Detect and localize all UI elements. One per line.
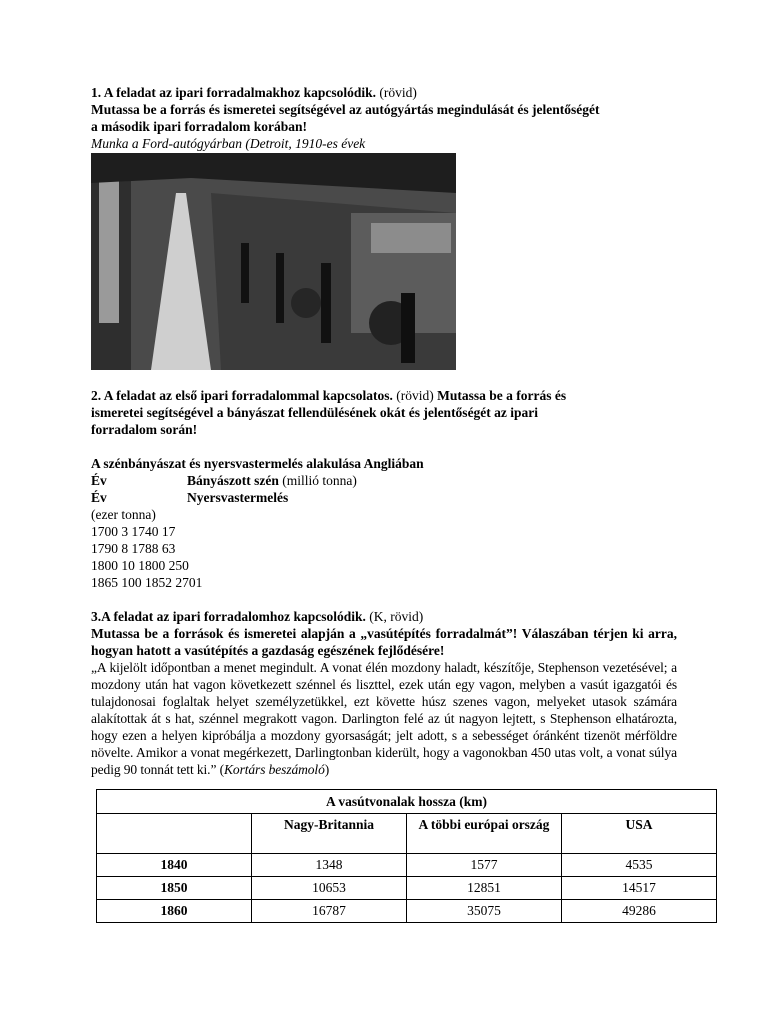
task3-heading-line [91, 608, 677, 625]
task2-instruction-line3: forradalom során! [91, 422, 198, 437]
railway-table-title: A vasútvonalak hossza (km) [97, 790, 717, 814]
coal-row: 1800 10 1800 250 [91, 558, 189, 573]
railway-eu-value: 35075 [407, 900, 562, 923]
task3-heading-note: (K, rövid) [369, 609, 424, 624]
task1-heading-note: (rövid) [379, 85, 417, 100]
coal-label: Bányászott szén [187, 473, 279, 488]
task2-heading-note: (rövid) [396, 388, 434, 403]
railway-usa-value: 49286 [562, 900, 717, 923]
task2-heading-line [91, 387, 677, 404]
task3-source: Kortárs beszámoló [224, 762, 325, 777]
ford-factory-photo [91, 153, 456, 370]
iron-unit: (ezer tonna) [91, 507, 156, 522]
railway-length-table [96, 789, 717, 923]
task2-instruction-line1: Mutassa be a forrás és [437, 388, 567, 403]
coal-year-label: Év [91, 473, 107, 488]
railway-eu-value: 1577 [407, 854, 562, 877]
railway-header-usa: USA [562, 814, 717, 854]
photo-caption: Munka a Ford-autógyárban (Detroit, 1910-es évek [91, 136, 366, 151]
iron-label: Nyersvastermelés [187, 490, 289, 505]
iron-year-label: Év [91, 490, 107, 505]
railway-year: 1860 [97, 900, 252, 923]
railway-year: 1850 [97, 877, 252, 900]
coal-row: 1790 8 1788 63 [91, 541, 176, 556]
task3-quote-block: „A kijelölt időpontban a menet megindult. A vonat élén mozdony haladt, készítője, Stephenson vezetésével; a mozdony után hat vagon következett szénnel és liszttel, ezek után egy vagon, melyben a vasút igazgatói és tulajdonosai foglaltak helyet személyzetükkel, ezt követte húsz szenes vagon, melyeket utasok számára alakítottak át s hat, szénnel megrakott vagon. Darlington felé az út nagyon lejtett, s Stephenson elhatározta, hogy ezen a helyen kipróbálja a mozdony gyorsaságát; jelt adott, s a sebességet óránként tizenöt mérföldre növelte. Amikor a vonat megérkezett, Darlingtonban kiderült, hogy a vagonokban 450 utas volt, a vonat súlya pedig 90 tonnát tett ki.” (Kortárs beszámoló) [91, 660, 677, 777]
coal-header-row2 [91, 489, 677, 506]
task1-heading-line [91, 84, 677, 101]
coal-row: 1865 100 1852 2701 [91, 575, 203, 590]
task2-heading: 2. A feladat az első ipari forradalommal kapcsolatos. [91, 388, 393, 403]
railway-header-empty [97, 814, 252, 854]
railway-usa-value: 14517 [562, 877, 717, 900]
railway-header-eu: A többi európai ország [407, 814, 562, 854]
task2-instruction-line2: ismeretei segítségével a bányászat fellendülésének okát és jelentőségét az ipari [91, 405, 539, 420]
task1-instruction-line2: a második ipari forradalom korában! [91, 119, 308, 134]
task1-instruction-line1: Mutassa be a forrás és ismeretei segítségével az autógyártás megindulását és jelentőségét [91, 102, 600, 117]
railway-usa-value: 4535 [562, 854, 717, 877]
railway-eu-value: 12851 [407, 877, 562, 900]
railway-header-gb: Nagy-Britannia [252, 814, 407, 854]
task1-heading: 1. A feladat az ipari forradalmakhoz kapcsolódik. [91, 85, 377, 100]
task3-instruction: Mutassa be a források és ismeretei alapján a „vasútépítés forradalmát”! Válaszában térjen ki arra, hogyan hatott a vasútépítés a gazdaság egészének fejlődésére! [91, 626, 677, 658]
coal-unit: (millió tonna) [282, 473, 357, 488]
coal-row: 1700 3 1740 17 [91, 524, 176, 539]
railway-gb-value: 1348 [252, 854, 407, 877]
railway-gb-value: 10653 [252, 877, 407, 900]
table-row [97, 877, 717, 900]
document-body [91, 84, 677, 778]
task3-heading: 3.A feladat az ipari forradalomhoz kapcsolódik. [91, 609, 366, 624]
railway-gb-value: 16787 [252, 900, 407, 923]
table-row [97, 900, 717, 923]
railway-year: 1840 [97, 854, 252, 877]
task3-quote: „A kijelölt időpontban a menet megindult. A vonat élén mozdony haladt, készítője, Stephenson vezetésével; a mozdony után hat vagon következett szénnel és liszttel, ezek után egy vagon, melyben a vasút igazgatói és tulajdonosai foglaltak helyet személyzetükkel, ezt követte húsz szenes vagon, melyeket utasok számára alakítottak át s hat, szénnel megrakott vagon. Darlington felé az út nagyon lejtett, s Stephenson elhatározta, hogy ezen a helyen kipróbálja a mozdony gyorsaságát; jelt adott, s a sebességet óránként tizenöt mérföldre növelte. Amikor a vonat megérkezett, Darlingtonban kiderült, hogy a vagonokban 450 utas volt, a vonat súlya pedig 90 tonnát tett ki.” [91, 660, 677, 777]
table-row [97, 854, 717, 877]
coal-header-row1 [91, 472, 677, 489]
factory-photo-image [91, 153, 456, 370]
coal-table-title: A szénbányászat és nyersvastermelés alakulása Angliában [91, 456, 424, 471]
